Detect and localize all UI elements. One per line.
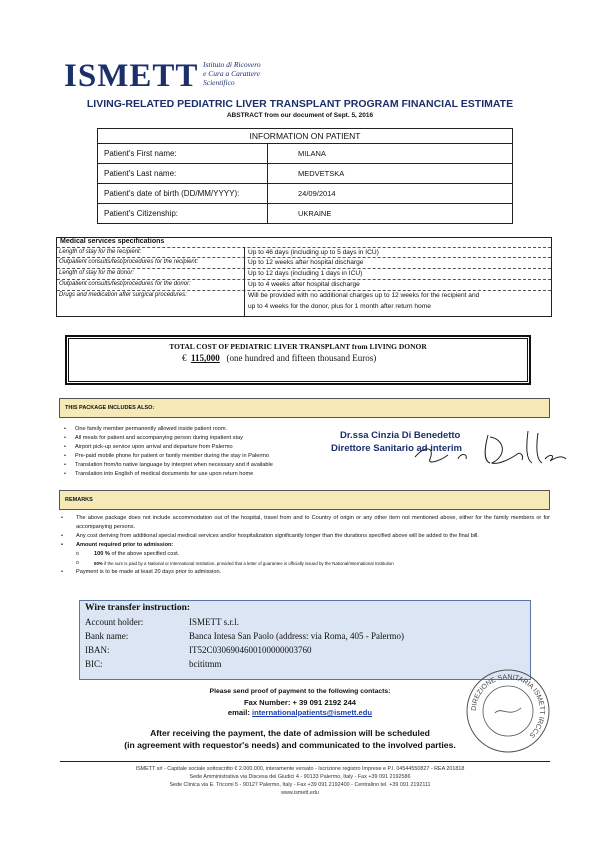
document-title: LIVING-RELATED PEDIATRIC LIVER TRANSPLANT PROGRAM FINANCIAL ESTIMATE [86,98,514,110]
medical-value: Up to 4 weeks after hospital discharge [248,281,360,288]
patient-value: MILANA [268,144,513,164]
wire-label: Bank name: [85,631,129,641]
document-subtitle: ABSTRACT from our document of Sept. 5, 2016 [226,112,374,119]
footer-website[interactable]: www.ismett.edu [281,790,319,796]
list-item: • Translation from/to native language by interpret when necessary and if available [64,461,273,470]
patient-row [98,204,513,224]
total-cost-words: (one hundred and fifteen thousand Euros) [226,353,377,363]
patient-value: MEDVETSKA [268,164,513,184]
email-link[interactable]: internationalpatients@ismett.edu [252,708,373,717]
medical-row [57,268,551,279]
wire-label: BIC: [85,659,103,669]
wire-value: ISMETT s.r.l. [189,617,239,627]
patient-row [98,184,513,204]
patient-label: Patient's First name: [98,144,268,164]
medical-label: Outpatient consults/test/procedures for the recipient: [59,259,199,265]
package-list [64,425,273,479]
list-item: • All meals for patient and accompanying person during inpatient stay [64,434,273,443]
after-payment-note-continued: (in agreement with requestor's needs) and communicated to the involved parties. [124,740,456,750]
list-item: • Pre-paid mobile phone for patient or family member during the stay in Palermo [64,452,273,461]
medical-row [57,247,551,257]
signer-role: Direttore Sanitario ad interim [331,443,462,454]
total-cost-title: TOTAL COST OF PEDIATRIC LIVER TRANSPLANT from LIVING DONOR [169,342,427,351]
medical-value: Up to 12 days (including 1 days in ICU) [248,270,363,277]
handwritten-signature [400,425,570,470]
package-heading: THIS PACKAGE INCLUDES ALSO: [59,398,550,418]
patient-label: Patient's date of birth (DD/MM/YYYY): [98,184,268,204]
medical-services-heading: Medical services specifications [60,238,165,245]
patient-table-heading: INFORMATION ON PATIENT [98,129,513,144]
after-payment-note: After receiving the payment, the date of admission will be scheduled [150,728,430,738]
remarks-list [60,514,550,577]
wire-value: IT52C0306904600100000003760 [189,645,312,655]
medical-label: Outpatient consults/test/procedures for the donor: [59,281,191,287]
medical-value: Up to 46 days (including up to 5 days in ICU) [248,249,379,256]
footer-divider [60,761,550,762]
sub-item-text: of the above specified cost. [111,551,180,557]
medical-row [57,279,551,290]
medical-row [57,257,551,268]
list-item: • Any cost deriving from additional special medical services and/or hospitalization significantly longer than the durations specified above will be added to the final bill. [60,532,550,541]
wire-row [85,617,239,627]
signer-name: Dr.ssa Cinzia Di Benedetto [340,430,461,441]
sub-item-text: if the sum is paid by a National or International Institution, provided that a letter of guarantee is officially issued by the National/International Institution [104,561,394,566]
medical-label: Length of stay for the recipient: [59,249,142,255]
footer-line: Sede Amministrativa via Discesa dei Giudici 4 - 90133 Palermo, Italy - Fax +39 091 2192586 [189,774,411,780]
list-item: • One family member permanently allowed inside patient room. [64,425,273,434]
medical-row [57,290,551,317]
medical-value: Will be provided with no additional charges up to 12 weeks for the recipient and [248,292,480,299]
official-stamp [465,668,551,754]
wire-row [85,631,404,641]
footer-line: Sede Clinica via E. Tricomi 5 - 90127 Palermo, Italy - Fax +39 091 2192400 - Centralino tel. +39 091 2192111 [169,782,431,788]
list-item: • The above package does not include accommodation out of the hospital, travel from and to Country of origin or any other item not mentioned above, either for the family members or for accompanying persons. [60,514,550,532]
patient-label: Patient's Citizenship: [98,204,268,224]
send-proof-instruction: Please send proof of payment to the following contacts: [209,688,391,695]
wire-value: Banca Intesa San Paolo (address: via Roma, 405 - Palermo) [189,631,404,641]
email-label: email: [227,708,250,717]
medical-value: Up to 12 weeks after hospital discharge [248,259,364,266]
medical-label: Length of stay for the donor: [59,270,135,276]
patient-row [98,164,513,184]
medical-label: Drugs and medication after surgical procedures: [59,292,187,298]
wire-label: IBAN: [85,645,110,655]
list-item: • Translation into English of medical documents for use upon return home [64,470,273,479]
patient-value: 24/09/2014 [268,184,513,204]
stamp-text: DIREZIONE SANITARIA ISMETT IRCCS [470,673,546,739]
sub-item-percent: 100 % [94,551,110,557]
patient-label: Patient's Last name: [98,164,268,184]
medical-value-continued: up to 4 weeks for the donor, plus for 1 month after return home [248,303,431,310]
sub-item-percent: 50% [94,561,103,566]
ismett-logo: ISMETT [64,58,199,94]
currency-symbol: € [182,353,187,363]
sub-item [60,550,550,559]
list-item: • Amount required prior to admission: [60,541,550,550]
remarks-heading: REMARKS [59,490,550,510]
patient-value: UKRAINE [268,204,513,224]
patient-row [98,144,513,164]
medical-column-divider [244,247,245,317]
total-cost-amount-line [182,353,376,363]
wire-label: Account holder: [85,617,144,627]
footer-line: ISMETT srl - Capitale sociale sottoscritto € 2.000.000, interamente versato - Iscrizione registro Imprese e P.I. 04544550827 - REA 201818 [135,766,465,772]
wire-row [85,659,222,669]
wire-value: bcititmm [189,659,222,669]
sub-item [60,559,550,568]
list-item: • Airport pick-up service upon arrival and departure from Palermo [64,443,273,452]
list-item: • Payment is to be made at least 20 days prior to admission. [60,568,550,577]
total-cost-amount: 115,000 [191,353,220,363]
fax-number: Fax Number: + 39 091 2192 244 [243,698,357,707]
patient-info-table [97,128,513,224]
wire-row [85,645,312,655]
logo-subtitle: Istituto di Ricovero e Cura a Carattere Scientifico [203,60,261,87]
wire-transfer-title: Wire transfer instruction: [85,603,191,613]
